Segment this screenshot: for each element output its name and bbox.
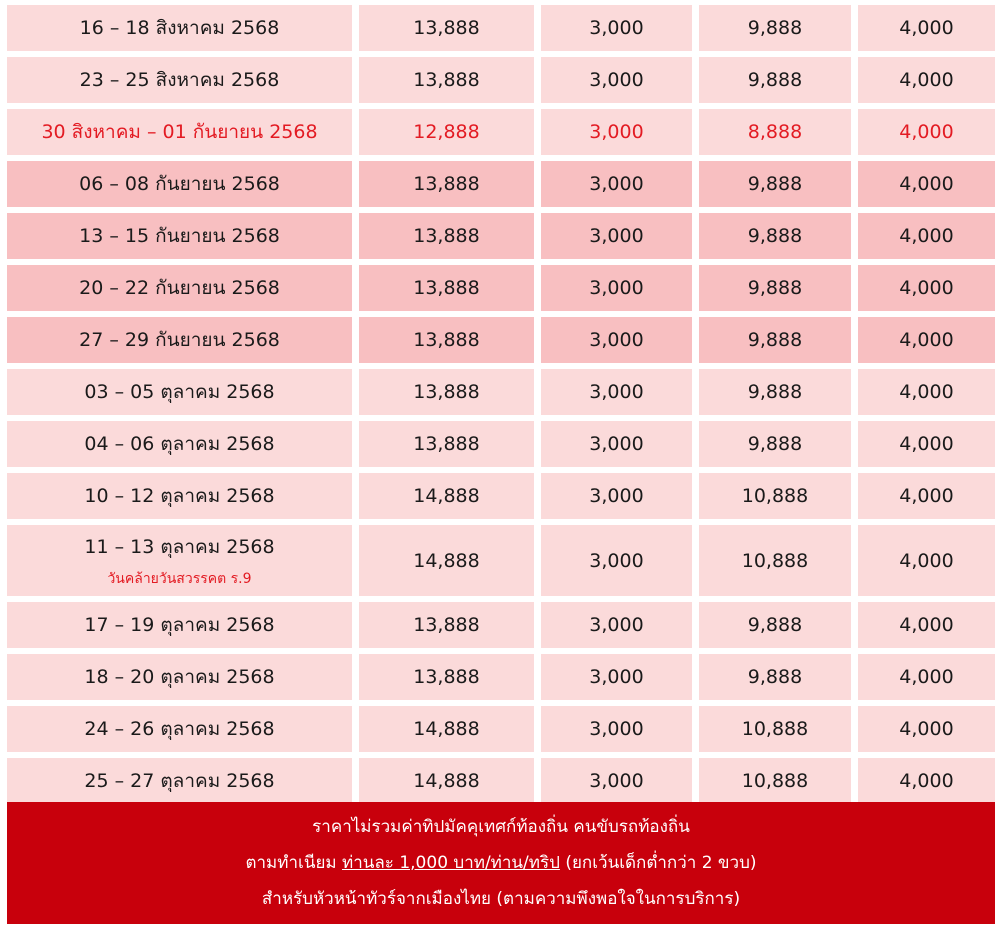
price-cell: 3,000 (541, 525, 692, 596)
price-cell: 9,888 (699, 654, 851, 700)
price-cell: 4,000 (858, 602, 995, 648)
price-cell: 3,000 (541, 706, 692, 752)
date-cell (7, 161, 352, 207)
date-cell (7, 525, 352, 596)
price-cell: 14,888 (359, 758, 534, 804)
date-text: 10 – 12 ตุลาคม 2568 (84, 485, 275, 507)
date-text: 24 – 26 ตุลาคม 2568 (84, 718, 275, 740)
table-row (0, 602, 1000, 648)
table-row (0, 473, 1000, 519)
price-cell: 3,000 (541, 421, 692, 467)
price-cell: 3,000 (541, 369, 692, 415)
price-cell: 13,888 (359, 421, 534, 467)
price-cell: 4,000 (858, 265, 995, 311)
price-cell: 9,888 (699, 213, 851, 259)
date-text: 30 สิงหาคม – 01 กันยายน 2568 (41, 121, 318, 143)
price-cell: 9,888 (699, 421, 851, 467)
table-row (0, 706, 1000, 752)
price-cell: 13,888 (359, 161, 534, 207)
price-cell: 14,888 (359, 473, 534, 519)
price-cell: 4,000 (858, 109, 995, 155)
footer-line-3: สำหรับหัวหน้าทัวร์จากเมืองไทย (ตามความพึงพอใจในการบริการ) (261, 889, 741, 909)
date-cell (7, 5, 352, 51)
date-text: 27 – 29 กันยายน 2568 (79, 329, 280, 351)
price-cell: 13,888 (359, 5, 534, 51)
date-cell (7, 265, 352, 311)
price-cell: 3,000 (541, 161, 692, 207)
footer-line-2 (245, 845, 756, 881)
table-row (0, 5, 1000, 51)
price-cell: 4,000 (858, 654, 995, 700)
date-cell (7, 758, 352, 804)
price-cell: 13,888 (359, 317, 534, 363)
date-text: 17 – 19 ตุลาคม 2568 (84, 614, 275, 636)
price-cell: 4,000 (858, 473, 995, 519)
price-cell: 4,000 (858, 5, 995, 51)
price-cell: 3,000 (541, 57, 692, 103)
price-cell: 3,000 (541, 758, 692, 804)
table-row (0, 421, 1000, 467)
table-row (0, 525, 1000, 596)
price-cell: 10,888 (699, 525, 851, 596)
date-note: วันคล้ายวันสวรรคต ร.9 (107, 570, 252, 587)
date-cell (7, 421, 352, 467)
price-cell: 10,888 (699, 706, 851, 752)
date-text: 04 – 06 ตุลาคม 2568 (84, 433, 275, 455)
price-cell: 10,888 (699, 473, 851, 519)
date-text: 13 – 15 กันยายน 2568 (79, 225, 280, 247)
price-cell: 13,888 (359, 602, 534, 648)
date-text: 06 – 08 กันยายน 2568 (79, 173, 280, 195)
date-cell (7, 473, 352, 519)
date-text: 20 – 22 กันยายน 2568 (79, 277, 280, 299)
price-cell: 4,000 (858, 421, 995, 467)
price-cell: 13,888 (359, 265, 534, 311)
table-row (0, 317, 1000, 363)
price-cell: 13,888 (359, 369, 534, 415)
price-cell: 8,888 (699, 109, 851, 155)
price-cell: 4,000 (858, 317, 995, 363)
price-cell: 3,000 (541, 109, 692, 155)
table-row (0, 161, 1000, 207)
date-cell (7, 602, 352, 648)
table-row (0, 654, 1000, 700)
price-cell: 3,000 (541, 317, 692, 363)
date-text: 23 – 25 สิงหาคม 2568 (79, 69, 280, 91)
date-text: 11 – 13 ตุลาคม 2568 (84, 535, 275, 558)
price-cell: 9,888 (699, 161, 851, 207)
price-cell: 4,000 (858, 369, 995, 415)
table-row (0, 369, 1000, 415)
table-row (0, 213, 1000, 259)
price-cell: 4,000 (858, 525, 995, 596)
footer-line-2-pre: ตามทำเนียม (245, 853, 343, 873)
date-cell (7, 109, 352, 155)
price-cell: 4,000 (858, 57, 995, 103)
date-cell (7, 369, 352, 415)
date-cell (7, 213, 352, 259)
price-cell: 4,000 (858, 161, 995, 207)
price-cell: 3,000 (541, 5, 692, 51)
price-cell: 3,000 (541, 265, 692, 311)
footer-line-2-post: (ยกเว้นเด็กต่ำกว่า 2 ขวบ) (559, 853, 757, 873)
price-cell: 13,888 (359, 213, 534, 259)
date-text: 16 – 18 สิงหาคม 2568 (79, 17, 280, 39)
price-cell: 10,888 (699, 758, 851, 804)
price-cell: 9,888 (699, 602, 851, 648)
price-cell: 9,888 (699, 57, 851, 103)
price-cell: 3,000 (541, 602, 692, 648)
price-cell: 9,888 (699, 5, 851, 51)
date-text: 25 – 27 ตุลาคม 2568 (84, 770, 275, 792)
footer-note (7, 802, 995, 924)
table-row (0, 265, 1000, 311)
price-cell: 14,888 (359, 706, 534, 752)
price-cell: 12,888 (359, 109, 534, 155)
date-cell (7, 706, 352, 752)
price-cell: 3,000 (541, 654, 692, 700)
price-cell: 3,000 (541, 213, 692, 259)
date-cell (7, 654, 352, 700)
table-row (0, 758, 1000, 804)
price-cell: 9,888 (699, 369, 851, 415)
footer-line-2-underlined: ท่านละ 1,000 บาท/ท่าน/ทริป (342, 853, 560, 873)
price-cell: 3,000 (541, 473, 692, 519)
table-row (0, 57, 1000, 103)
price-cell: 14,888 (359, 525, 534, 596)
date-text: 18 – 20 ตุลาคม 2568 (84, 666, 275, 688)
date-text: 03 – 05 ตุลาคม 2568 (84, 381, 275, 403)
price-cell: 9,888 (699, 265, 851, 311)
date-cell (7, 317, 352, 363)
price-cell: 4,000 (858, 706, 995, 752)
table-row (0, 109, 1000, 155)
price-cell: 13,888 (359, 57, 534, 103)
price-cell: 4,000 (858, 758, 995, 804)
date-cell (7, 57, 352, 103)
price-cell: 4,000 (858, 213, 995, 259)
price-cell: 13,888 (359, 654, 534, 700)
footer-line-1: ราคาไม่รวมค่าทิปมัคคุเทศก์ท้องถิ่น คนขับรถท้องถิ่น (312, 817, 690, 837)
price-cell: 9,888 (699, 317, 851, 363)
